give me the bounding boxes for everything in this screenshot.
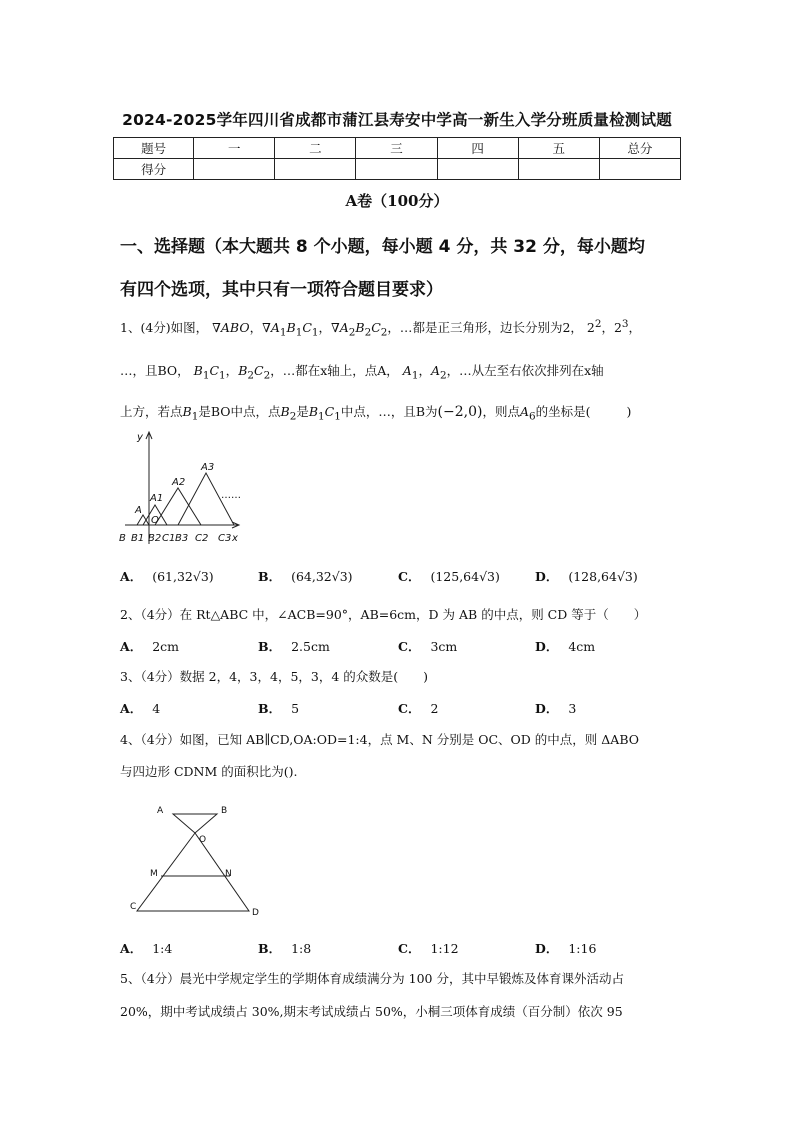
q3-option-b[interactable]: B． 5 [258, 701, 300, 716]
q3-option-a[interactable]: A． 4 [120, 701, 161, 716]
score-table-header-cell: 总分 [599, 138, 680, 159]
q1-formula: $B_2$ [280, 404, 297, 423]
label-c: C [130, 902, 137, 912]
q2-option-b[interactable]: B． 2.5cm [258, 639, 330, 654]
label-a: A [157, 806, 164, 816]
label-b: B [221, 806, 228, 816]
q1-formula: $B_1C_1$ [308, 404, 341, 423]
score-table-score-row [114, 159, 681, 180]
q1-text: 如图， [170, 320, 209, 336]
score-cell[interactable] [437, 159, 518, 180]
score-table-header-cell: 五 [518, 138, 599, 159]
q5-line2: 20%，期中考试成绩占 30%,期末考试成绩占 50%，小桐三项体育成绩（百分制）依次 95 [120, 1004, 623, 1019]
score-cell[interactable] [356, 159, 437, 180]
exam-title: 2024-2025学年四川省成都市蒲江县寿安中学高一新生入学分班质量检测试题 [122, 111, 672, 129]
q2-option-c[interactable]: C． 3cm [398, 639, 458, 654]
q2-option-a[interactable]: A． 2cm [120, 639, 180, 654]
q1-formula: ∇ABO，$\nabla A_1B_1C_1$，$\nabla A_2B_2C_2$，… [212, 320, 413, 339]
score-cell[interactable] [599, 159, 680, 180]
label-c3: C3 [218, 533, 232, 544]
score-cell[interactable] [275, 159, 356, 180]
label-ellipsis: …… [221, 490, 241, 501]
label-c2: C2 [195, 533, 209, 544]
q1-text: 都在x轴上，点A， [295, 363, 399, 378]
triangle-abo [173, 814, 217, 833]
q1-formula: … [120, 363, 133, 378]
q1-text: 是 [296, 404, 309, 419]
score-table-header-cell: 四 [437, 138, 518, 159]
section-1-heading-line1: 一、选择题（本大题共 8 个小题，每小题 4 分，共 32 分，每小题均 [120, 237, 645, 257]
label-a: A [135, 505, 142, 516]
q3-option-d[interactable]: D． 3 [535, 701, 577, 716]
score-table-header-cell: 三 [356, 138, 437, 159]
label-n: N [225, 869, 232, 879]
q2-text: 2、（4分）在 Rt△ABC 中，∠ACB=90°，AB=6cm，D 为 AB 的中点，则 CD 等于（ ） [120, 607, 647, 622]
label-a3: A3 [201, 462, 215, 473]
q1-text: 的坐标是( [535, 404, 591, 419]
label-m: M [150, 869, 158, 879]
q4-option-b[interactable]: B． 1:8 [258, 941, 312, 956]
q3-text: 3、（4分）数据 2，4，3，4，5，3，4 的众数是( ) [120, 669, 429, 684]
score-table [113, 137, 681, 180]
score-cell[interactable] [518, 159, 599, 180]
q1-formula: $2^2$，$2^3$， [586, 318, 642, 336]
label-a2: A2 [172, 477, 186, 488]
q4-figure [125, 800, 265, 922]
score-table-header-cell: 一 [194, 138, 275, 159]
score-table-header-cell: 二 [275, 138, 356, 159]
q1-text: ，且BO， [132, 363, 190, 378]
q1-formula: $A_6$ [519, 404, 536, 423]
score-cell[interactable] [194, 159, 275, 180]
q4-line1: 4、（4分）如图，已知 AB∥CD,OA:OD=1:4，点 M、N 分别是 OC、OD 的中点，则 ΔABO [120, 732, 639, 747]
q5-line1: 5、（4分）晨光中学规定学生的学期体育成绩满分为 100 分，其中早锻炼及体育课外活动占 [120, 971, 624, 986]
label-b2: B2 [148, 533, 162, 544]
score-table-row-label: 得分 [114, 159, 194, 180]
q1-line3 [120, 402, 690, 423]
q1-text: ，…从左至右依次排列在x轴 [446, 363, 604, 378]
score-table-header-cell: 题号 [114, 138, 194, 159]
label-o: O [199, 835, 207, 845]
q4-option-a[interactable]: A． 1:4 [120, 941, 173, 956]
q1-formula: $B_1C_1$，$B_2C_2$，… [193, 363, 296, 382]
triangle-abo [137, 515, 149, 525]
q1-option-d[interactable]: D． (128,64√3) [535, 569, 638, 584]
q1-text: 都是正三角形，边长分别为2， [412, 320, 583, 336]
label-a1: A1 [150, 493, 164, 504]
score-table-header-row [114, 138, 681, 159]
q1-figure [115, 428, 255, 546]
q1-text: ，则点 [482, 404, 520, 419]
section-a-heading: A卷（100分） [345, 192, 449, 210]
q1-text: 中点，…，且B为 [340, 404, 438, 419]
q1-formula: (−2,0) [437, 404, 483, 420]
label-d: D [252, 908, 259, 918]
label-y: y [137, 432, 143, 443]
q4-option-c[interactable]: C． 1:12 [398, 941, 459, 956]
q2-option-d[interactable]: D． 4cm [535, 639, 596, 654]
q1-number: 1、 [120, 320, 141, 336]
q1-line2 [120, 361, 690, 382]
q1-text: 是BO中点，点 [198, 404, 281, 419]
q4-option-d[interactable]: D． 1:16 [535, 941, 597, 956]
q4-line2: 与四边形 CDNM 的面积比为(). [120, 764, 298, 779]
q1-score: (4分) [140, 320, 171, 336]
label-x: x [232, 533, 238, 544]
label-b1: B1 [131, 533, 145, 544]
q1-text: 上方，若点 [120, 404, 183, 419]
section-1-heading-line2: 有四个选项，其中只有一项符合题目要求） [120, 280, 443, 300]
q1-formula: $B_1$ [182, 404, 199, 423]
q1-text: ) [626, 404, 632, 419]
q1-line1 [120, 318, 690, 339]
label-c1: C1 [162, 533, 176, 544]
q1-formula: $A_1$，$A_2$ [402, 363, 447, 382]
label-b: B [119, 533, 126, 544]
q1-option-c[interactable]: C． (125,64√3) [398, 569, 500, 584]
label-o: O [151, 515, 159, 526]
q1-option-b[interactable]: B． (64,32√3) [258, 569, 353, 584]
q3-option-c[interactable]: C． 2 [398, 701, 439, 716]
q1-option-a[interactable]: A． (61,32√3) [120, 569, 214, 584]
label-b3: B3 [175, 533, 189, 544]
